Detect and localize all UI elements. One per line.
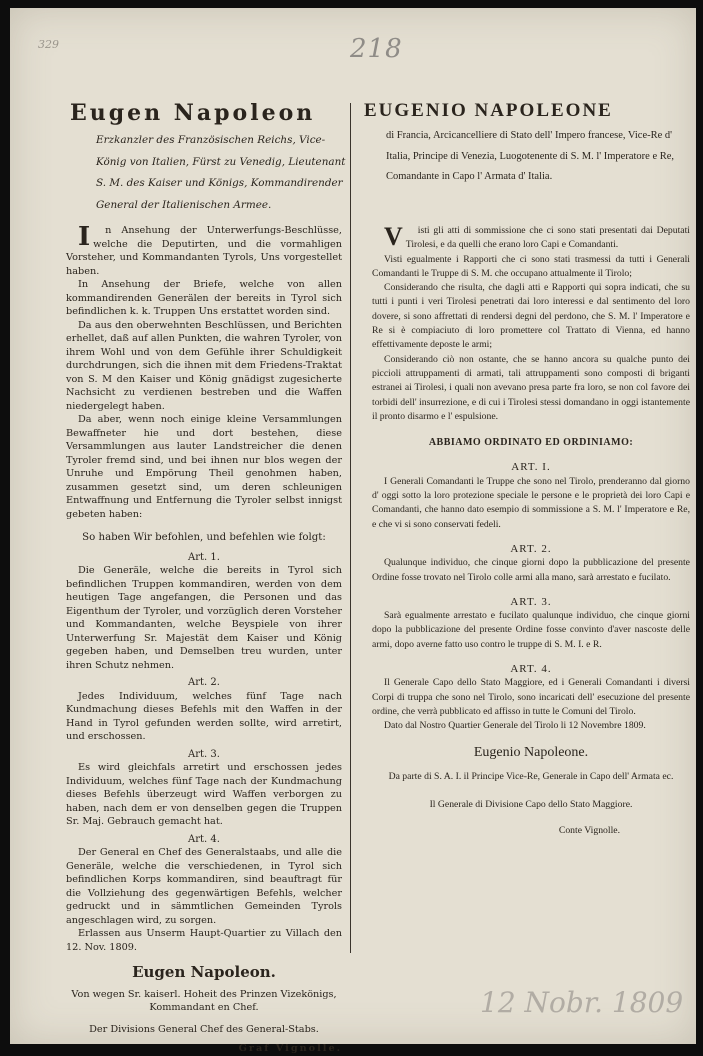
- german-art2-heading: Art. 2.: [188, 677, 220, 688]
- italian-subtitle: di Francia, Arcicancelliere di Stato dell' Impero francese, Vice-Re d' Italia, Principe di Venezia, Luogotenente di S. M. l' Imperatore e Re, Comandante in Capo l' Armata d' Italia.: [386, 130, 675, 182]
- german-dated: Erlassen aus Unserm Haupt-Quartier zu Villach den 12. Nov. 1809.: [66, 928, 342, 953]
- italian-paragraph-4: Considerando ciò non ostante, che se hanno ancora su qualche punto dei piccioli attruppamenti di armati, tali attruppamenti sono composti di briganti estranei ai Tirolesi, i quali non avevano presa parte fra loro, se non col favore dei torbidi dell' insurrezione, e di cui i Tirolesi stessi domandano in oggi istantemente il pronto disarmo e l' espulsione.: [372, 353, 690, 422]
- italian-order-of: Da parte di S. A. I. il Principe Vice-Re, Generale in Capo dell' Armata ec.: [388, 770, 674, 782]
- german-decree-line: So haben Wir befohlen, und befehlen wie folgt:: [82, 532, 326, 543]
- italian-art1-heading: ART. I.: [511, 461, 551, 474]
- german-art2-text: Jedes Individuum, welches fünf Tage nach Kundmachung dieses Befehls mit den Waffen in der Hand in Tyrol gefunden werden sollte, wird arretirt, und erschossen.: [66, 690, 342, 742]
- italian-dropcap: V: [384, 222, 403, 251]
- german-dropcap: I: [78, 222, 91, 252]
- german-signature: Eugen Napoleon.: [132, 963, 276, 981]
- german-paragraph-1: n Ansehung der Unterwerfungs-Beschlüsse, welche die Deputirten, und die vormahligen Vorsteher, und Kommandanten Tyrols, Uns vorgestellet haben.: [66, 225, 342, 277]
- italian-art1-text: I Generali Comandanti le Truppe che sono nel Tirolo, prenderanno dal giorno d' oggi sotto la loro protezione speciale le persone e le proprietà dei loro Capi e Comandanti, che hanno dato esempio di sommissione a S. M. l' Imperatore e Re, e che vi si sono conservati fedeli.: [372, 475, 690, 530]
- handwritten-number-note: 218: [350, 34, 403, 64]
- german-art4-text: Der General en Chef des Generalstaabs, und alle die Generäle, welche die verschiedenen, in Tyrol sich befindlichen Korps kommandiren, sind beauftragt für die Vollziehung des gegenwärtigen Befehls, welcher gedruckt und in sämmtlichen Gemeinden Tyrols angeschlagen wird, zu sorgen.: [66, 847, 342, 926]
- italian-title: EUGENIO NAPOLEONE: [364, 100, 613, 121]
- proclamation-sheet: [10, 8, 696, 1054]
- italian-count: Conte Vignolle.: [558, 825, 620, 837]
- german-paragraph-4: Da aber, wenn noch einige kleine Versammlungen Bewaffneter hie und dort bestehen, diese Versammlungen aus lauter Landstreicher die denen Tyroler fremd sind, und bei ihnen nur blos wegen der Unruhe und Empörung Theil genohmen haben, zusammen gesetzt sind, um deren schleunigen Entwaffnung und Entfernung die Tyroler selbst innigst gebeten haben:: [66, 414, 342, 520]
- archive-number-note: 329: [38, 38, 59, 51]
- italian-art4-text: Il Generale Capo dello Stato Maggiore, ed i Generali Comandanti i diversi Corpi di truppa che sono nel Tirolo, sono incaricati dell' esecuzione del presente ordine, che verrà pubblicato ed affisso in tutte le Comuni del Tirolo.: [372, 677, 690, 717]
- german-count: Graf Vignolle.: [238, 1043, 342, 1054]
- italian-ordained-line: ABBIAMO ORDINATO ED ORDINIAMO:: [428, 437, 634, 449]
- italian-dated: Dato dal Nostro Quartier Generale del Tirolo li 12 Novembre 1809.: [384, 720, 646, 732]
- handwritten-date-note: 12 Nobr. 1809: [480, 986, 684, 1019]
- italian-chief: Il Generale di Divisione Capo dello Stato Maggiore.: [429, 799, 633, 811]
- german-chief: Der Divisions General Chef des General-Stabs.: [89, 1023, 319, 1035]
- german-body: [66, 224, 342, 1056]
- italian-art2-text: Qualunque individuo, che cinque giorni dopo la pubblicazione del presente Ordine fosse trovato nel Tirolo colle armi alla mano, sarà arrestato e fucilato.: [372, 557, 690, 583]
- german-title: Eugen Napoleon: [70, 100, 316, 126]
- italian-paragraph-2: Visti egualmente i Rapporti che ci sono stati trasmessi da tutti i Generali Comandanti le Truppe di S. M. che occupano attualmente il Tirolo;: [372, 253, 690, 279]
- german-art1-text: Die Generäle, welche die bereits in Tyrol sich befindlichen Truppen kommandiren, werden von dem heutigen Tage angefangen, die Personen und das Eigenthum der Tyroler, und vorzüglich deren Vorsteher und Kommandanten, welche Beyspiele von ihrer Unterwerfung Sr. Majestät dem Kaiser und König gegeben haben, und Demselben treu wurden, unter ihren Schutz nehmen.: [66, 565, 342, 671]
- italian-art3-heading: ART. 3.: [510, 595, 552, 608]
- italian-signature: Eugenio Napoleone.: [473, 744, 589, 760]
- german-order-of: Von wegen Sr. kaiserl. Hoheit des Prinzen Vizekönigs, Kommandant en Chef.: [71, 988, 337, 1013]
- german-subtitle: Erzkanzler des Französischen Reichs, Vice-König von Italien, Fürst zu Venedig, Lieutenant S. M. des Kaiser und Königs, Kommandirender General der Italienischen Armee.: [96, 134, 346, 211]
- german-paragraph-3: Da aus den oberwehnten Beschlüssen, und Berichten erhellet, daß auf allen Punkten, die wahren Tyroler, von ihrem Wohl und von dem Gefühle ihrer Schuldigkeit durchdrungen, sich die ihnen mit dem Friedens-Traktat von S. M den Kaiser und König gnädigst zugesicherte Nachsicht zu verdienen bestreben und die Waffen niedergelegt haben.: [66, 319, 342, 412]
- german-paragraph-2: In Ansehung der Briefe, welche von allen kommandirenden Generälen der bereits in Tyrol sich befindlichen k. k. Truppen Uns erstattet worden sind.: [66, 279, 342, 317]
- german-art3-text: Es wird gleichfals arretirt und erschossen jedes Individuum, welches fünf Tage nach der Kundmachung dieses Befehls überzeugt wird Waffen verborgen zu haben, nach dem er von denselben gegen die Truppen Sr. Maj. Gebrauch gemacht hat.: [66, 762, 342, 827]
- italian-body: [372, 224, 690, 839]
- italian-art4-heading: ART. 4.: [510, 663, 552, 676]
- german-art4-heading: Art. 4.: [188, 833, 220, 845]
- italian-paragraph-1: isti gli atti di sommissione che ci sono stati presentati dai Deputati Tirolesi, e da quelli che erano loro Capi e Comandanti.: [405, 225, 690, 251]
- column-divider: [350, 103, 351, 953]
- german-art1-heading: Art. 1.: [188, 551, 220, 563]
- italian-art2-heading: ART. 2.: [510, 542, 552, 555]
- italian-paragraph-3: Considerando che risulta, che dagli atti e Rapporti qui sopra indicati, che su tutti i punti i veri Tirolesi penetrati dai loro interessi e dal sentimento del loro dovere, si sono affrettati di rendersi degni del perdono, che S. M. l' Imperatore e Re si è compiaciuto di loro promettere col Trattato di Vienna, ed hanno effettivamente deposte le armi;: [372, 282, 690, 351]
- german-art3-heading: Art. 3.: [188, 748, 220, 760]
- italian-art3-text: Sarà egualmente arrestato e fucilato qualunque individuo, che cinque giorni dopo la pubblicazione del presente Ordine fosse convinto d'aver nascoste delle armi, dopo averne fatto uso contro le truppe di S. M. I. e R.: [372, 610, 690, 650]
